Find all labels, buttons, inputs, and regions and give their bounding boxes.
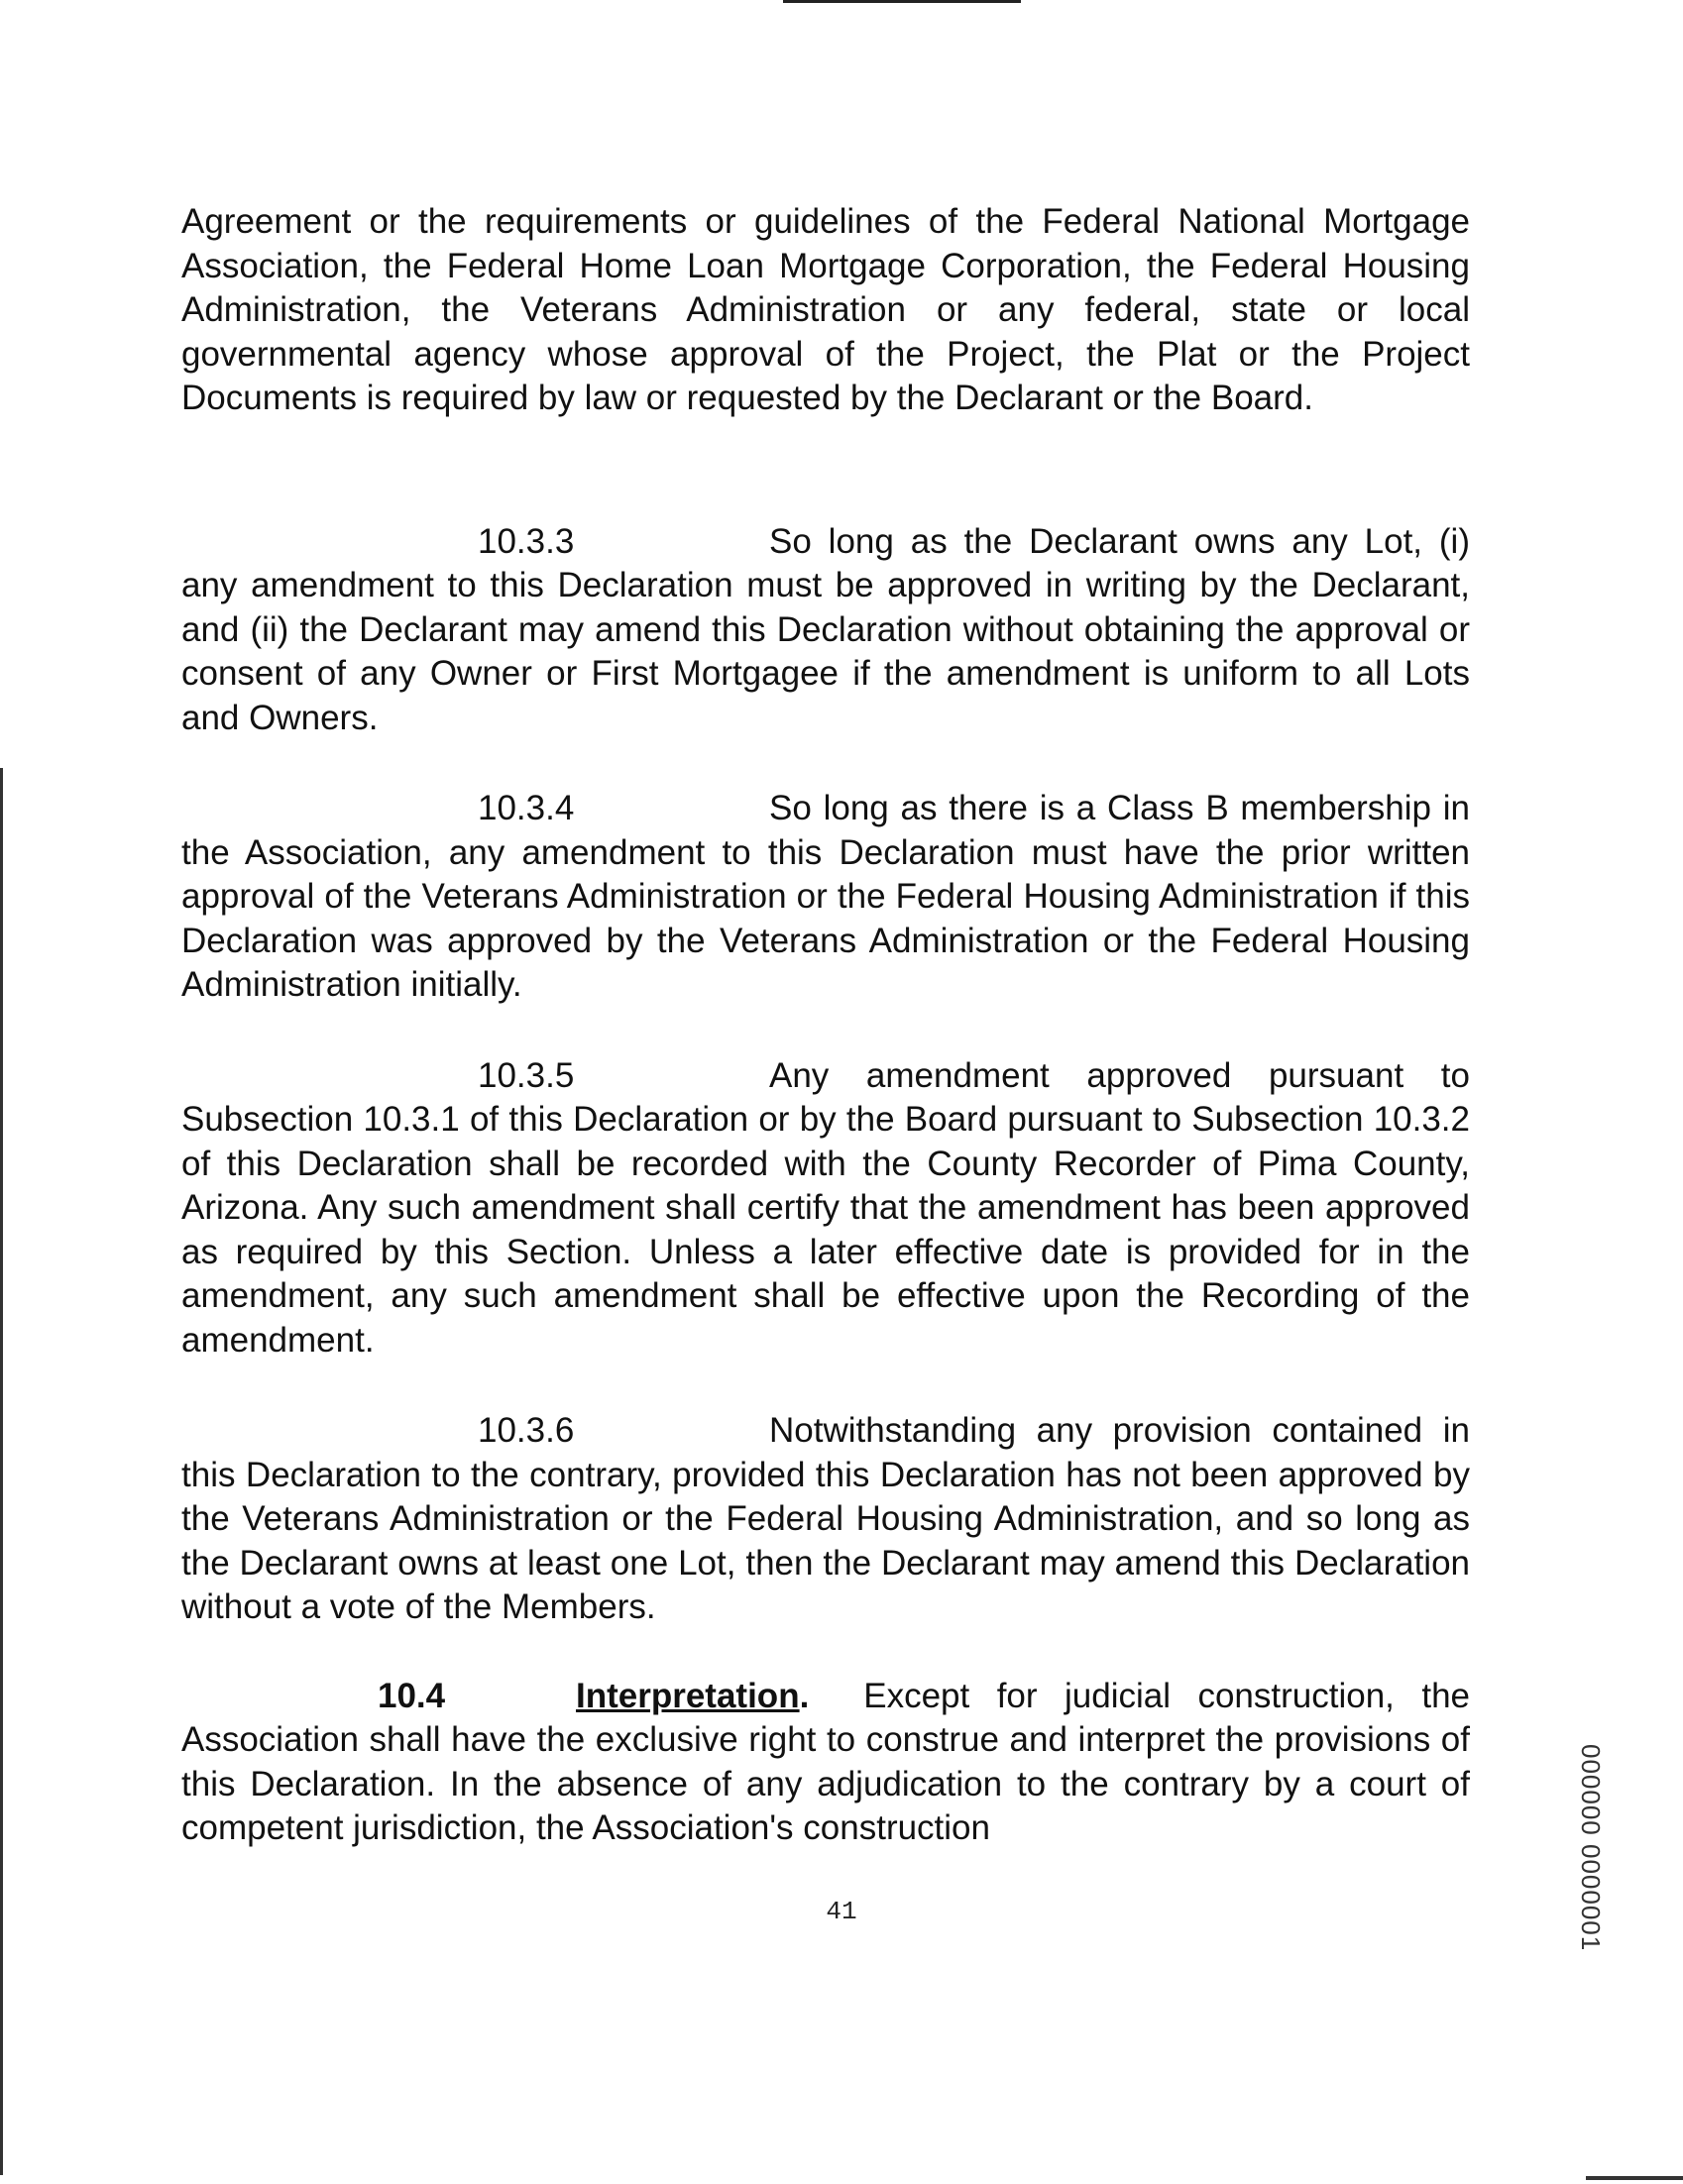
- paragraph-10-3-5: [181, 1054, 1470, 1364]
- paragraph-10-4: [181, 1675, 1470, 1851]
- section-number: 10.3.5: [478, 1055, 575, 1095]
- paragraph-text: Notwithstanding any provision contained in this Declaration to the contrary, provided this Declaration has not been approved by the Veterans Administration or the Federal Housing Administration, and so long as the Declarant owns at least one Lot, then the Declarant may amend this Declaration without a vote of the Members.: [181, 1411, 1470, 1626]
- paragraph-continuation: [181, 200, 1470, 421]
- section-number: 10.4: [378, 1676, 446, 1715]
- paragraph-text: Agreement or the requirements or guidelines of the Federal National Mortgage Association, the Federal Home Loan Mortgage Corporation, the Federal Housing Administration, the Veterans Administration or any federal, state or local governmental agency whose approval of the Project, the Plat or the Project Documents is required by law or requested by the Declarant or the Board.: [181, 202, 1470, 417]
- bottom-scan-edge: [1586, 2176, 1683, 2180]
- top-scan-rule: [783, 0, 1021, 3]
- paragraph-text: Any amendment approved pursuant to Subsection 10.3.1 of this Declaration or by the Board pursuant to Subsection 10.3.2 of this Declaration shall be recorded with the County Recorder of Pima County, Arizona. Any such amendment shall certify that the amendment has been approved as required by this Section. Unless a later effective date is provided for in the amendment, any such amendment shall be effective upon the Recording of the amendment.: [181, 1055, 1470, 1360]
- section-heading: Interpretation: [576, 1676, 800, 1715]
- heading-period: .: [799, 1676, 810, 1715]
- section-number: 10.3.4: [478, 789, 575, 827]
- paragraph-10-3-3: [181, 520, 1470, 741]
- paragraph-10-3-4: [181, 787, 1470, 1008]
- section-number: 10.3.6: [478, 1411, 575, 1450]
- paragraph-10-3-6: [181, 1409, 1470, 1630]
- section-number: 10.3.3: [478, 521, 575, 561]
- paragraph-text: So long as there is a Class B membership in the Association, any amendment to this Declaration must have the prior written approval of the Veterans Administration or the Federal Housing Administration if this Declaration was approved by the Veterans Administration or the Federal Housing Administration initially.: [181, 789, 1470, 1004]
- left-scan-edge: [0, 768, 3, 2175]
- page-number: 41: [826, 1897, 857, 1926]
- paragraph-text: So long as the Declarant owns any Lot, (i) any amendment to this Declaration must be approved in writing by the Declarant, and (ii) the Declarant may amend this Declaration without obtaining the approval or consent of any Owner or First Mortgagee if the amendment is uniform to all Lots and Owners.: [181, 521, 1470, 737]
- document-body: [181, 200, 1470, 1851]
- paragraph-text: Except for judicial construction, the Association shall have the exclusive right to construe and interpret the provisions of this Declaration. In the absence of any adjudication to the contrary by a court of competent jurisdiction, the Association's construction: [181, 1676, 1470, 1847]
- recording-code: 000000 0000001: [1576, 1744, 1606, 1952]
